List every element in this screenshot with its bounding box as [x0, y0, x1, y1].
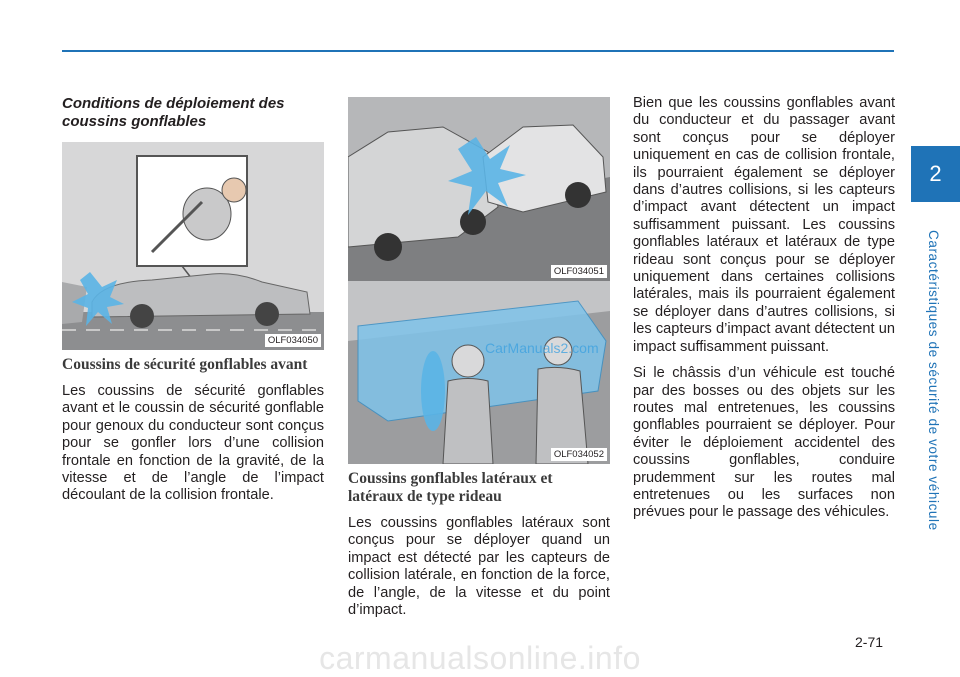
col3-paragraph-1: Bien que les coussins gonflables avant du conducteur et du passager avant sont conçus pour se déployer uniquement en cas de collision frontale, ils pourraient également se déployer dans d’autres collisions, si les capteurs d’impact avant détectent un impact suffisamment puissant. Les coussins gonflables latéraux et latéraux de type rideau sont conçus pour se déployer uniquement dans certaines collisions latérales, mais ils pourraient également se déployer dans d’autres collisions, si les capteurs d’impact avant détectent un impact suffisamment puissant. [633, 95, 895, 355]
front-airbags-section [62, 356, 324, 505]
page-number: 2-71 [855, 634, 884, 650]
chapter-number-tab[interactable] [911, 146, 960, 202]
column-3 [633, 95, 895, 522]
side-airbags-section [348, 470, 610, 619]
figure-front-crash [62, 142, 324, 350]
side-crash-illustration [348, 97, 610, 281]
footer-watermark: carmanualsonline.info [319, 640, 641, 676]
figure-watermark: CarManuals2.com [485, 340, 599, 356]
figure-label: OLF034050 [265, 334, 321, 347]
curtain-airbag-illustration [348, 281, 610, 464]
col3-paragraph-2: Si le châssis d’un véhicule est touché par des bosses ou des objets sur les routes mal entretenues, les coussins gonflables pourraient se déployer. Pour éviter le déploiement accidentel des coussins gonflables, conduire prudemment sur les routes mal entretenues ou les surfaces non prévues pour le passage des véhicules. [633, 365, 895, 521]
chapter-title: Caractéristiques de sécurité de votre véhicule [926, 230, 941, 531]
figure-curtain-airbag [348, 281, 610, 464]
front-airbags-heading: Coussins de sécurité gonflables avant [62, 356, 308, 373]
side-airbags-body: Les coussins gonflables latéraux sont conçus pour se déployer quand un impact est détecté par les capteurs de collision latérale, en fonction de la force, de l’angle, de la vitesse et du point d’impact. [348, 515, 610, 619]
figure-side-crash [348, 97, 610, 281]
figure-label: OLF034051 [551, 265, 607, 278]
front-airbags-body: Les coussins de sécurité gonflables avant et le coussin de sécurité gonflable pour genoux du conducteur sont conçus pour se gonfler lors d’une collision frontale en fonction de la gravité, de la vitesse et de l’angle de l’impact découlant de la collision frontale. [62, 383, 324, 504]
top-rule [62, 50, 894, 52]
side-airbags-heading: Coussins gonflables latéraux et latéraux de type rideau [348, 470, 553, 505]
conditions-heading: Conditions de déploiement des coussins gonflables [62, 95, 285, 130]
figure-label: OLF034052 [551, 448, 607, 461]
front-crash-illustration [62, 142, 324, 350]
column-1 [62, 95, 324, 131]
chapter-number: 2 [929, 161, 942, 186]
